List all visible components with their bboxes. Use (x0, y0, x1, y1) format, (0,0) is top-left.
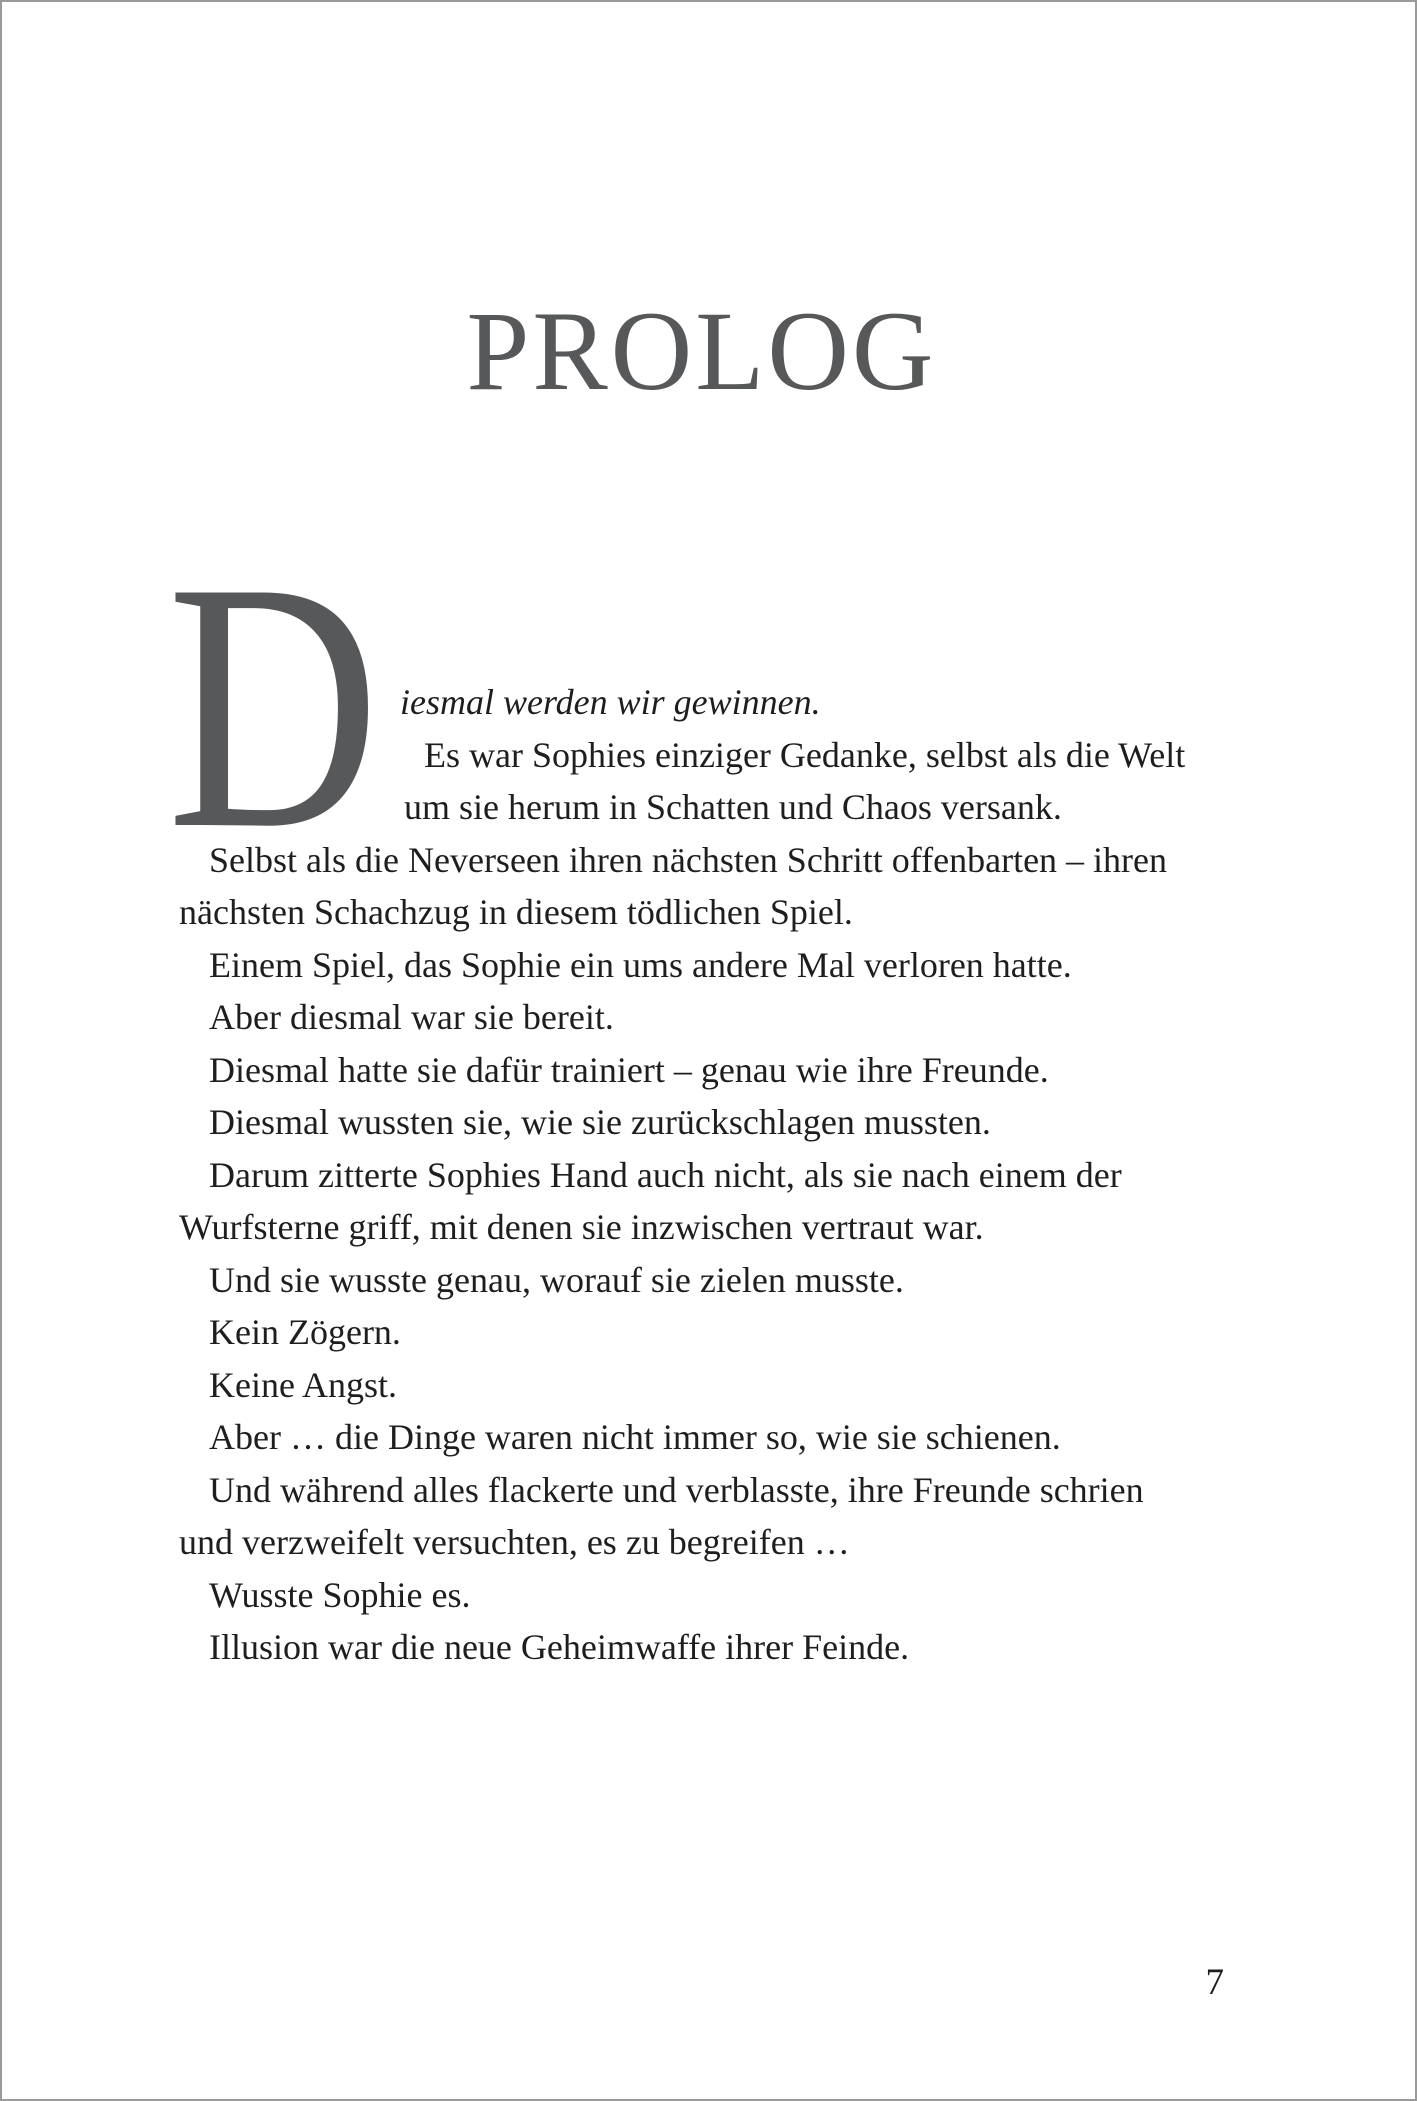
body-line: Darum zitterte Sophies Hand auch nicht, als sie nach einem der (209, 1154, 1122, 1195)
body-line: Wurfsterne griff, mit denen sie inzwischen vertraut war. (179, 1207, 984, 1247)
body-line: Einem Spiel, das Sophie ein ums andere Mal verloren hatte. (209, 944, 1072, 985)
drop-cap-letter: D (167, 509, 380, 902)
body-line: Illusion war die neue Geheimwaffe ihrer Feinde. (209, 1627, 910, 1667)
body-line: Aber … die Dinge waren nicht immer so, wie sie schienen. (209, 1417, 1061, 1457)
body-text-block (179, 676, 1224, 1674)
body-line: Diesmal hatte sie dafür trainiert – genau wie ihre Freunde. (209, 1049, 1049, 1090)
body-line: um sie herum in Schatten und Chaos versank. (404, 787, 1062, 827)
page-number: 7 (1205, 1962, 1224, 2003)
body-line: Und während alles flackerte und verblasste, ihre Freunde schrien (209, 1469, 1144, 1510)
body-line: Wusste Sophie es. (209, 1574, 471, 1615)
body-line: Selbst als die Neverseen ihren nächsten Schritt offenbarten – ihren (209, 839, 1168, 880)
chapter-title: PROLOG (466, 289, 937, 414)
body-line: Und sie wusste genau, worauf sie zielen musste. (209, 1259, 904, 1300)
body-line: Aber diesmal war sie bereit. (209, 997, 614, 1037)
body-line: Keine Angst. (209, 1364, 397, 1405)
body-line: iesmal werden wir gewinnen. (400, 682, 821, 722)
body-line: Kein Zögern. (209, 1312, 401, 1352)
body-line: Es war Sophies einziger Gedanke, selbst als die Welt (424, 734, 1186, 775)
body-line: nächsten Schachzug in diesem tödlichen Spiel. (179, 892, 853, 932)
body-line: Diesmal wussten sie, wie sie zurückschlagen mussten. (209, 1102, 991, 1142)
body-line: und verzweifelt versuchten, es zu begreifen … (179, 1522, 850, 1562)
